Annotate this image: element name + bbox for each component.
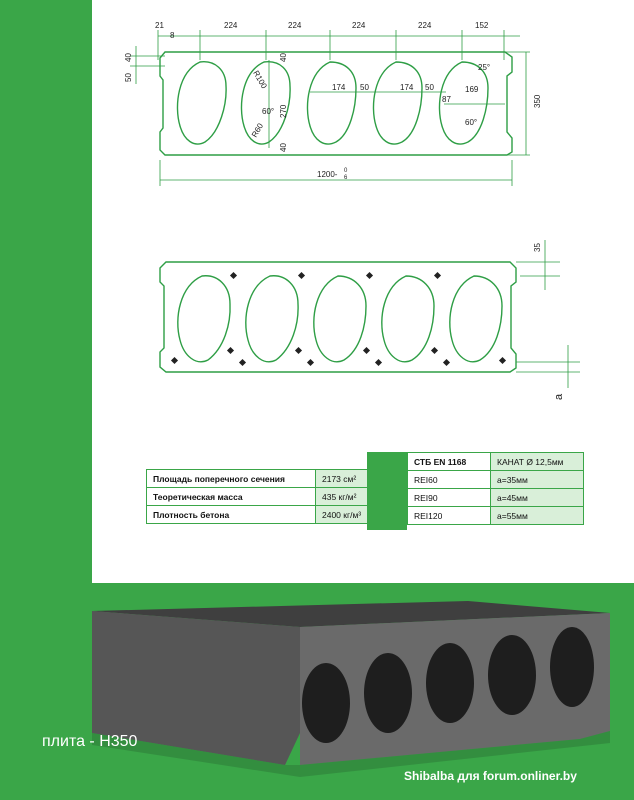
middle-slab-section [160,240,580,400]
std-header-right: КАНАТ Ø 12,5мм [491,453,584,471]
label-270: 270 [279,104,288,118]
top-slab-section [124,21,542,186]
label-r100: R100 [251,69,269,91]
label-169: 169 [465,85,479,94]
prop-value: 2173 см² [316,470,369,488]
table-row [408,471,584,489]
dim-21: 21 [155,21,164,30]
std-header-left: СТБ EN 1168 [408,453,491,471]
label-60deg-a: 60° [262,107,275,116]
dim-width-tol-bottom: 6 [344,175,348,181]
table-row [408,489,584,507]
std-class: REI60 [408,471,491,489]
label-25deg: 25° [478,63,491,72]
label-40-bottom: 40 [279,143,288,152]
prop-label: Площадь поперечного сечения [147,470,316,488]
dim-224-d: 224 [418,21,432,30]
properties-table [146,469,369,524]
prop-label: Теоретическая масса [147,488,316,506]
label-50-b: 50 [425,83,434,92]
table-row [147,506,369,524]
cover-a: a [553,393,565,400]
label-r60: R60 [249,121,266,139]
label-174-b: 174 [400,83,414,92]
prop-value: 2400 кг/м³ [316,506,369,524]
table-header-row [408,453,584,471]
dim-350: 350 [533,94,542,108]
table-divider-block [367,452,407,530]
forum-credit: Shibalba для forum.onliner.by [404,769,577,783]
dim-50: 50 [124,73,133,82]
label-40-top: 40 [279,53,288,62]
table-row [147,470,369,488]
dim-width: 1200- [317,170,338,179]
label-174-a: 174 [332,83,346,92]
dim-8: 8 [170,31,175,40]
std-cover: а=35мм [491,471,584,489]
dim-152: 152 [475,21,489,30]
label-87: 87 [442,95,451,104]
std-class: REI120 [408,507,491,525]
std-cover: а=55мм [491,507,584,525]
dim-40: 40 [124,53,133,62]
dim-224-c: 224 [352,21,366,30]
dim-224-b: 224 [288,21,302,30]
dim-width-tol-top: 0 [344,168,348,174]
table-row [147,488,369,506]
slab-3d-render [0,583,634,800]
cover-35: 35 [533,243,542,252]
std-cover: а=45мм [491,489,584,507]
slab-caption: плита - Н350 [42,733,138,750]
table-row [408,507,584,525]
label-60deg-b: 60° [465,118,478,127]
dim-224-a: 224 [224,21,238,30]
prop-label: Плотность бетона [147,506,316,524]
std-class: REI90 [408,489,491,507]
label-50-a: 50 [360,83,369,92]
prop-value: 435 кг/м² [316,488,369,506]
standard-table [407,452,584,525]
